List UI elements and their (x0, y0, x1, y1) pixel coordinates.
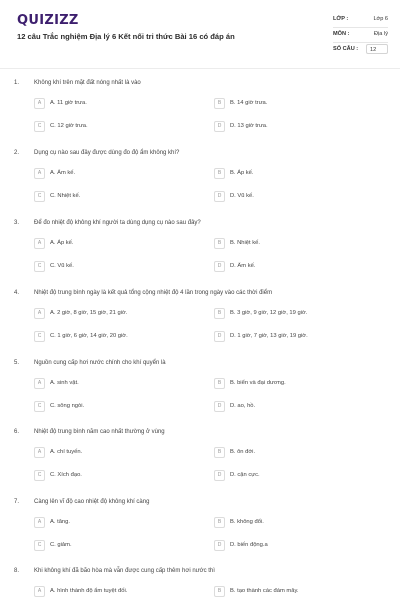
option-letter: B (214, 378, 225, 389)
question-2 (0, 150, 400, 220)
question-number: 2. (14, 150, 20, 156)
option-text: A. 2 giờ, 8 giờ, 15 giờ, 21 giờ. (50, 310, 128, 316)
option-text: C. Vũ kế. (50, 263, 74, 269)
question-8 (0, 568, 400, 600)
question-number: 1. (14, 80, 20, 86)
meta-row-question-count (333, 44, 388, 59)
option-letter: B (214, 586, 225, 597)
option-text: C. 1 giờ, 6 giờ, 14 giờ, 20 giờ. (50, 333, 128, 339)
question-7 (0, 499, 400, 569)
option-text: A. Ẩm kế. (50, 170, 76, 176)
option-letter: C (34, 121, 45, 132)
option-text: A. tăng. (50, 519, 70, 525)
worksheet-header (0, 0, 400, 68)
option-letter: D (214, 401, 225, 412)
option-text: D. cận cực. (230, 472, 260, 478)
question-text: Nhiệt độ trung bình ngày là kết quả tổng cộng nhiệt độ 4 lần trong ngày vào các thời điểm (34, 290, 273, 296)
option-letter: B (214, 238, 225, 249)
option-text: B. 3 giờ, 9 giờ, 12 giờ, 19 giờ. (230, 310, 308, 316)
question-4 (0, 290, 400, 360)
option-letter: A (34, 308, 45, 319)
meta-label: LỚP : (333, 16, 349, 22)
option-text: A. hình thành độ ẩm tuyệt đối. (50, 588, 128, 594)
option-text: D. ao, hồ. (230, 403, 256, 409)
option-text: B. Nhiệt kế. (230, 240, 260, 246)
option-text: A. 11 giờ trưa. (50, 100, 87, 106)
option-text: C. giảm. (50, 542, 72, 548)
option-text: C. Xích đạo. (50, 472, 82, 478)
option-letter: D (214, 540, 225, 551)
option-text: D. Ẩm kế. (230, 263, 256, 269)
question-5 (0, 360, 400, 430)
option-text: A. chí tuyến. (50, 449, 83, 455)
option-letter: A (34, 98, 45, 109)
question-number: 5. (14, 360, 20, 366)
question-text: Càng lên vĩ độ cao nhiệt độ không khí càng (34, 499, 150, 505)
option-letter: B (214, 98, 225, 109)
option-text: D. Vũ kế. (230, 193, 254, 199)
option-text: C. sông ngòi. (50, 403, 85, 409)
question-number: 8. (14, 568, 20, 574)
meta-label: MÔN : (333, 31, 350, 37)
option-letter: C (34, 331, 45, 342)
option-text: B. tạo thành các đám mây. (230, 588, 299, 594)
worksheet-title: 12 câu Trắc nghiệm Địa lý 6 Kết nối tri thức Bài 16 có đáp án (17, 32, 235, 41)
meta-separator (333, 27, 388, 28)
option-text: A. sinh vật. (50, 380, 79, 386)
option-letter: B (214, 168, 225, 179)
question-number: 6. (14, 429, 20, 435)
option-letter: D (214, 191, 225, 202)
question-1 (0, 80, 400, 150)
option-letter: A (34, 586, 45, 597)
option-letter: A (34, 238, 45, 249)
question-number: 7. (14, 499, 20, 505)
option-letter: C (34, 261, 45, 272)
question-text: Để đo nhiệt độ không khí người ta dùng dụng cụ nào sau đây? (34, 220, 201, 226)
meta-row-class (333, 14, 388, 29)
meta-value-box: 12 (366, 44, 388, 54)
option-text: B. ôn đới. (230, 449, 256, 455)
option-letter: B (214, 308, 225, 319)
option-letter: A (34, 517, 45, 528)
option-text: B. không đổi. (230, 519, 264, 525)
option-letter: A (34, 447, 45, 458)
option-text: D. biến động.a (230, 542, 268, 548)
worksheet-meta (333, 14, 388, 59)
question-text: Nhiệt độ trung bình năm cao nhất thường ở vùng (34, 429, 165, 435)
meta-row-subject (333, 29, 388, 44)
meta-separator (333, 42, 388, 43)
option-text: B. 14 giờ trưa. (230, 100, 268, 106)
option-letter: B (214, 447, 225, 458)
option-letter: D (214, 331, 225, 342)
question-6 (0, 429, 400, 499)
option-letter: B (214, 517, 225, 528)
option-letter: A (34, 378, 45, 389)
meta-value: Địa lý (374, 31, 388, 37)
header-divider (0, 68, 400, 69)
option-letter: D (214, 121, 225, 132)
option-text: C. 12 giờ trưa. (50, 123, 88, 129)
option-text: A. Áp kế. (50, 240, 74, 246)
question-3 (0, 220, 400, 290)
option-text: B. Áp kế. (230, 170, 254, 176)
option-text: D. 1 giờ, 7 giờ, 13 giờ, 19 giờ. (230, 333, 308, 339)
question-text: Dụng cụ nào sau đây được dùng đo độ ẩm không khí? (34, 150, 180, 156)
option-letter: D (214, 261, 225, 272)
option-letter: C (34, 470, 45, 481)
option-letter: A (34, 168, 45, 179)
question-text: Khi không khí đã bão hòa mà vẫn được cung cấp thêm hơi nước thì (34, 568, 215, 574)
option-letter: C (34, 191, 45, 202)
option-text: D. 13 giờ trưa. (230, 123, 268, 129)
question-number: 4. (14, 290, 20, 296)
option-text: C. Nhiệt kế. (50, 193, 81, 199)
question-text: Không khí trên mặt đất nóng nhất là vào (34, 80, 141, 86)
question-text: Nguồn cung cấp hơi nước chính cho khí quyển là (34, 360, 166, 366)
meta-label: SỐ CÂU : (333, 46, 359, 52)
option-letter: D (214, 470, 225, 481)
meta-value: Lớp 6 (373, 16, 388, 22)
option-text: B. biển và đại dương. (230, 380, 286, 386)
question-number: 3. (14, 220, 20, 226)
quizizz-logo: QUIZIZZ (17, 13, 79, 28)
option-letter: C (34, 540, 45, 551)
option-letter: C (34, 401, 45, 412)
